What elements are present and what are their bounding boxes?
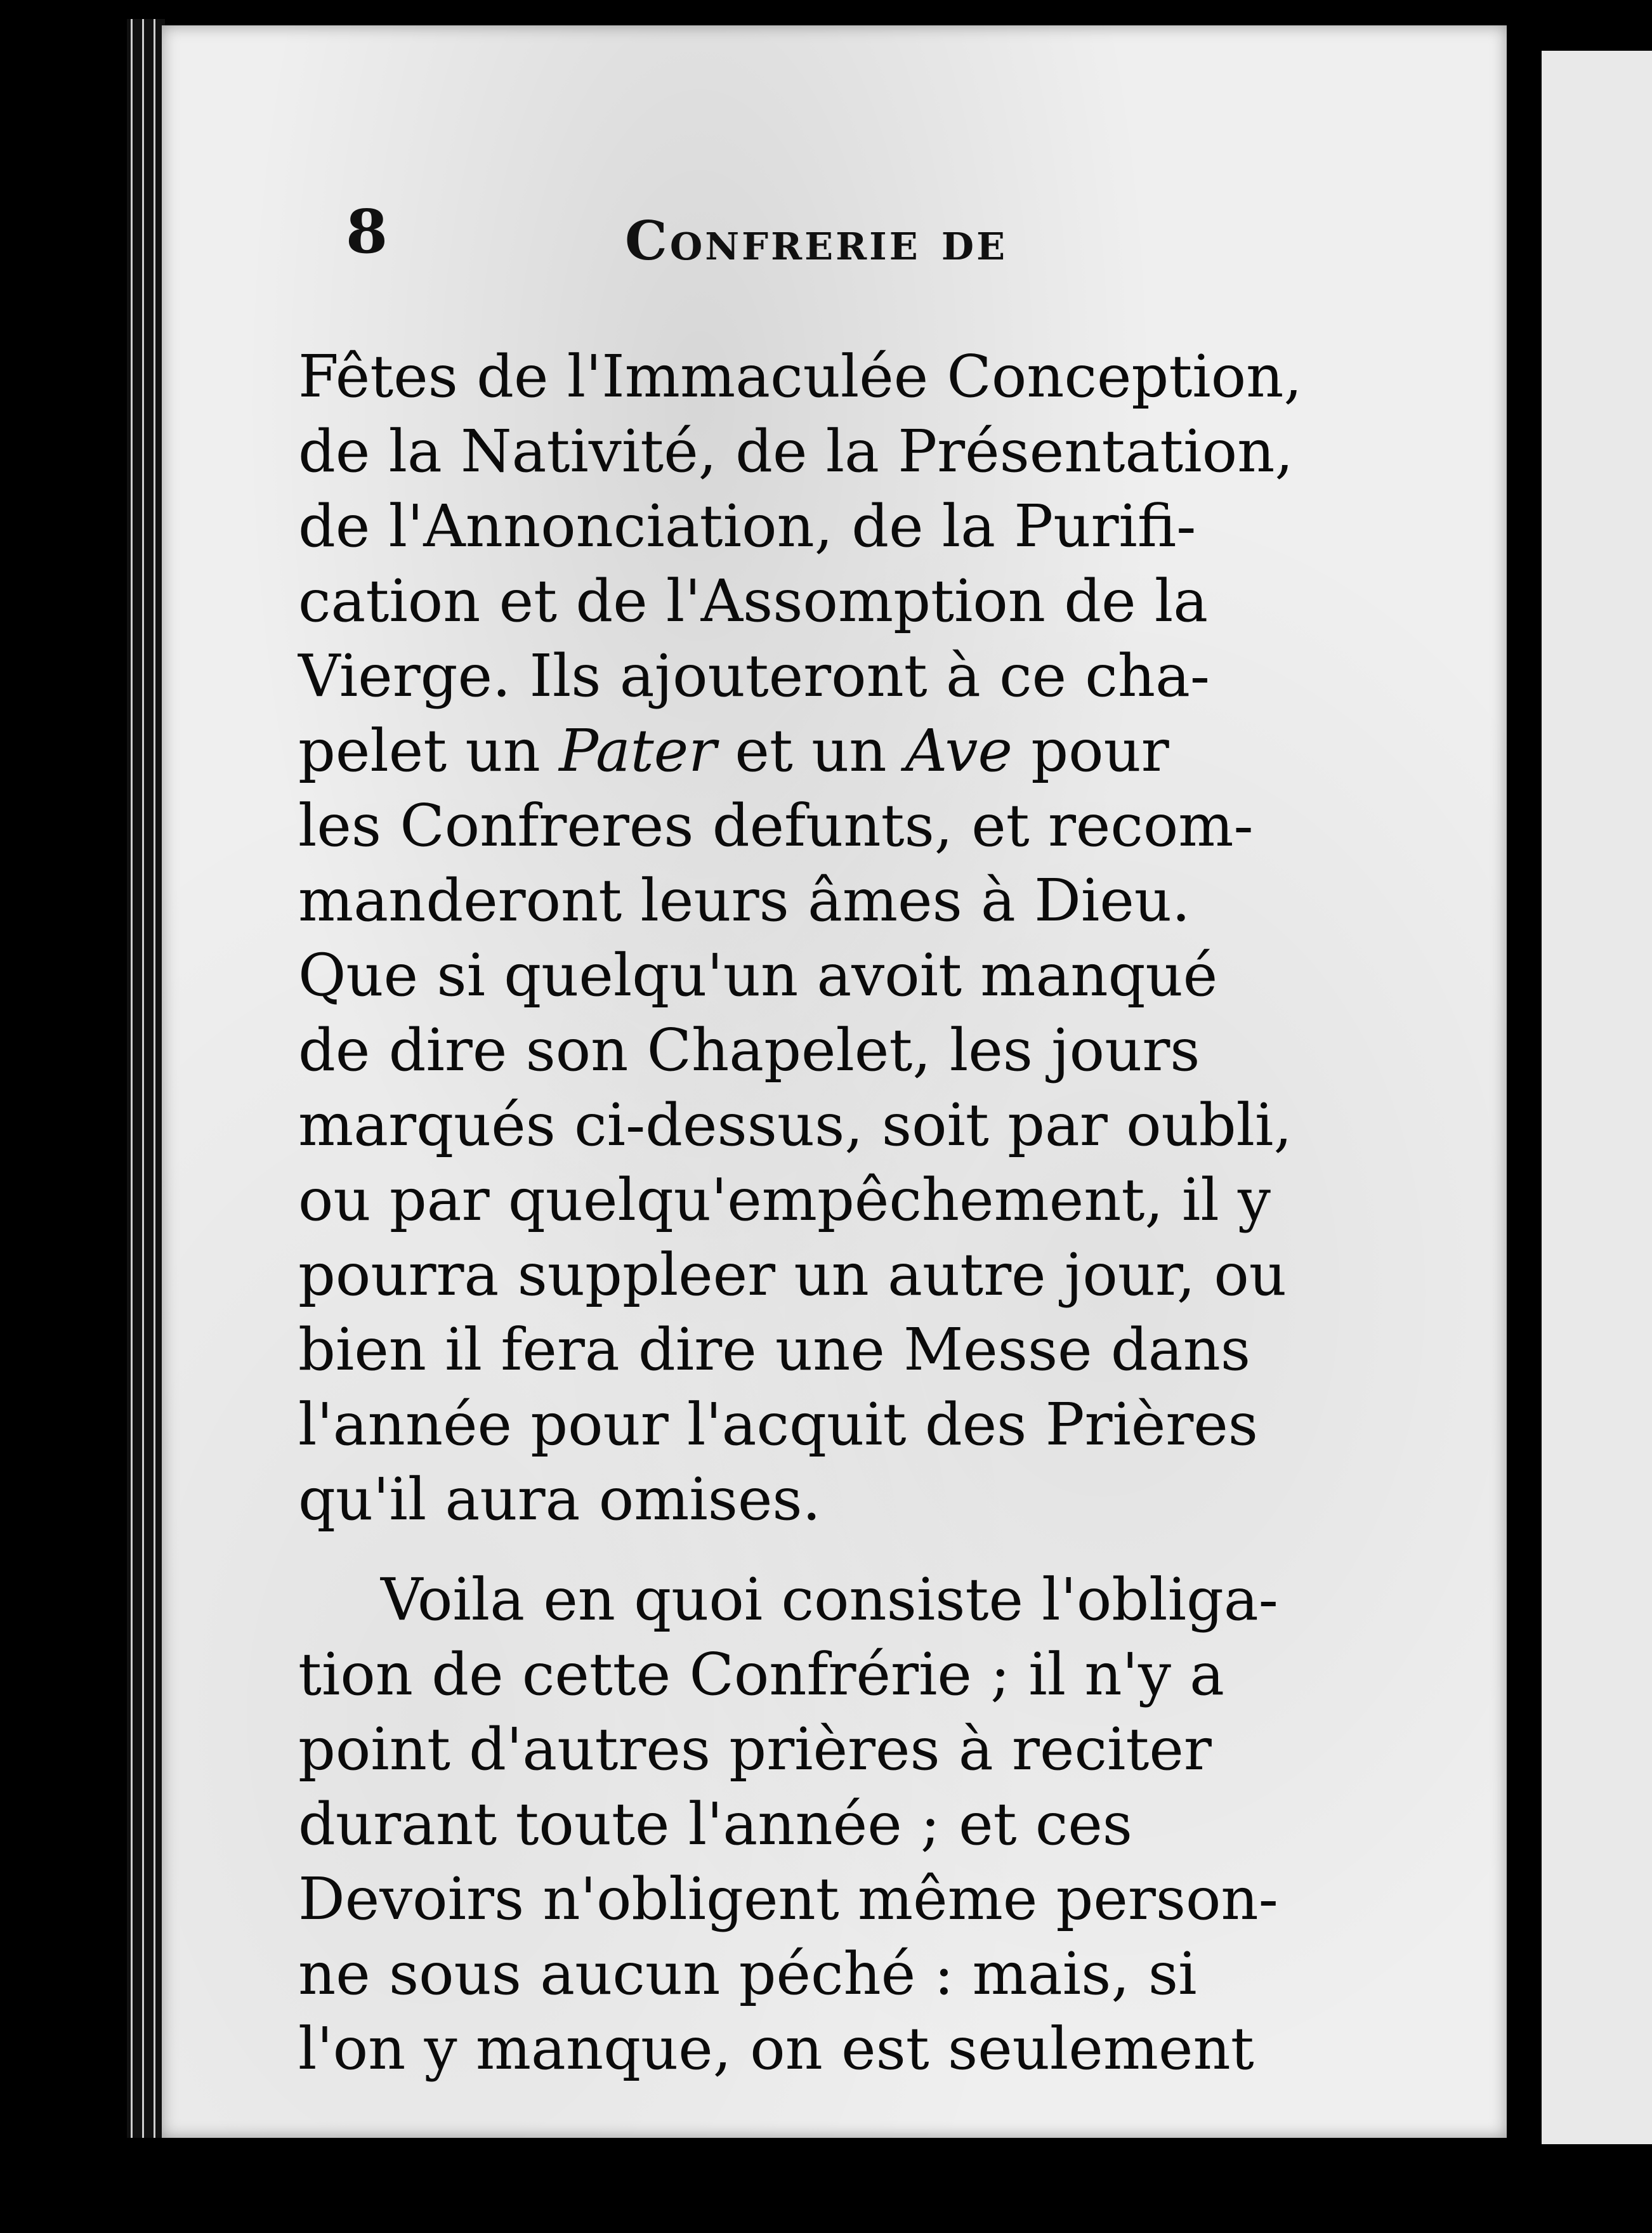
text-line: pelet un Pater et un Ave pour bbox=[298, 714, 1313, 789]
text-line: qu'il aura omises. bbox=[298, 1465, 821, 1533]
text-line: cation et de l'Assomption de la bbox=[298, 567, 1209, 635]
text-line: Que si quelqu'un avoit manqué bbox=[298, 941, 1218, 1009]
text-line: de la Nativité, de la Présentation, bbox=[298, 417, 1294, 485]
text-line: de l'Annonciation, de la Purifi- bbox=[298, 492, 1196, 560]
text-line: bien il fera dire une Messe dans bbox=[298, 1316, 1251, 1384]
running-head: Confrerie de bbox=[625, 209, 1008, 272]
text-line: Voila en quoi consiste l'obliga- bbox=[381, 1566, 1278, 1634]
text-line: l'on y manque, on est seulement bbox=[298, 2015, 1254, 2083]
page-number: 8 bbox=[346, 197, 388, 267]
text-line: Fêtes de l'Immaculée Conception, bbox=[298, 343, 1302, 410]
paragraph-1 bbox=[298, 339, 1313, 1537]
text-line: point d'autres prières à reciter bbox=[298, 1715, 1212, 1783]
pater-word: Pater bbox=[559, 717, 717, 785]
text-line: pourra suppleer un autre jour, ou bbox=[298, 1241, 1287, 1309]
facing-page-edge bbox=[1542, 51, 1652, 2144]
text-line: Vierge. Ils ajouteront à ce cha- bbox=[298, 642, 1210, 710]
page-body bbox=[298, 339, 1313, 2086]
ave-word: Ave bbox=[905, 717, 1013, 785]
text-line: marqués ci-dessus, soit par oubli, bbox=[298, 1091, 1292, 1159]
text-line: manderont leurs âmes à Dieu. bbox=[298, 867, 1191, 934]
text-line: ne sous aucun péché : mais, si bbox=[298, 1940, 1197, 2008]
text-line: les Confreres defunts, et recom- bbox=[298, 792, 1254, 860]
text-line: Devoirs n'obligent même person- bbox=[298, 1865, 1278, 1933]
text-line: ou par quelqu'empêchement, il y bbox=[298, 1166, 1271, 1234]
text-line: durant toute l'année ; et ces bbox=[298, 1790, 1132, 1858]
text-line: l'année pour l'acquit des Prières bbox=[298, 1391, 1259, 1458]
text-line: tion de cette Confrérie ; il n'y a bbox=[298, 1640, 1225, 1708]
text-line: de dire son Chapelet, les jours bbox=[298, 1016, 1200, 1084]
book-spine-edge bbox=[127, 19, 165, 2138]
paragraph-2 bbox=[298, 1562, 1313, 2086]
gutter-shadow bbox=[1507, 63, 1542, 2138]
paragraph-gap bbox=[298, 1537, 1313, 1562]
